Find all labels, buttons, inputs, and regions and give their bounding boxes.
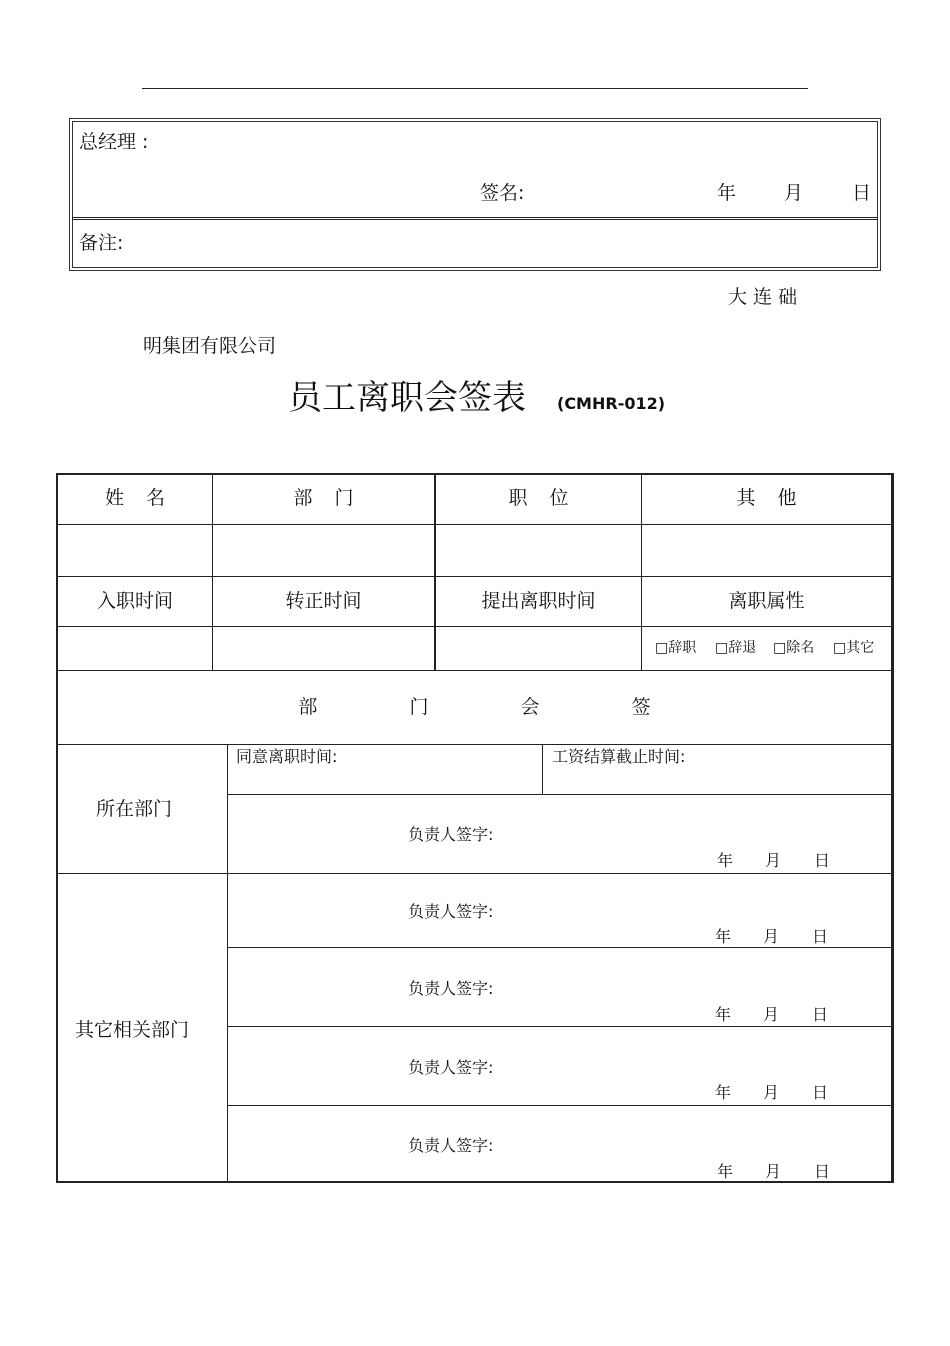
signer-label-1: 负责人签字: — [408, 825, 494, 844]
agree-time-label: 同意离职时间: — [236, 747, 338, 766]
header-resign-date: 提出离职时间 — [481, 590, 596, 612]
row-line-6 — [228, 794, 891, 795]
date-year-3: 年 — [715, 1005, 732, 1024]
checkbox-dismiss[interactable]: □辞退 — [715, 640, 757, 656]
date-day-3: 日 — [812, 1005, 829, 1024]
date-day-2: 日 — [812, 927, 829, 946]
row-line-4 — [58, 670, 891, 671]
row-line-7 — [58, 873, 891, 874]
date-year-4: 年 — [715, 1083, 732, 1102]
header-resign-type: 离职属性 — [728, 590, 805, 612]
header-hire-date: 入职时间 — [96, 590, 173, 612]
row-line-5 — [58, 744, 891, 745]
header-position: 职 位 — [508, 487, 569, 509]
signer-label-5: 负责人签字: — [408, 1136, 494, 1155]
checkbox-other[interactable]: □其它 — [833, 640, 875, 656]
date-month-2: 月 — [763, 927, 780, 946]
row-line-10 — [228, 1105, 891, 1106]
signer-label-4: 负责人签字: — [408, 1058, 494, 1077]
company-line1: 大 连 础 — [728, 286, 798, 308]
date-month-4: 月 — [763, 1083, 780, 1102]
salary-cutoff-label: 工资结算截止时间: — [552, 747, 686, 766]
date-month-1: 月 — [765, 851, 782, 870]
col-line-mid — [542, 744, 543, 794]
date-year-5: 年 — [717, 1162, 734, 1181]
date-month-3: 月 — [763, 1005, 780, 1024]
page-title: 员工离职会签表 — [288, 378, 526, 418]
main-table-right-shadow — [891, 475, 892, 1183]
gm-label: 总经理 : — [79, 131, 149, 153]
remark-label: 备注: — [79, 232, 124, 254]
row-line-8 — [228, 947, 891, 948]
gm-box-divider — [72, 217, 878, 218]
header-other: 其 他 — [736, 487, 797, 509]
date-year-2: 年 — [715, 927, 732, 946]
own-dept-label: 所在部门 — [96, 798, 173, 820]
month-label: 月 — [784, 182, 804, 204]
col-line-dept — [227, 744, 228, 1181]
checkbox-expel[interactable]: □除名 — [773, 640, 815, 656]
date-month-5: 月 — [765, 1162, 782, 1181]
checkbox-resign[interactable]: □辞职 — [655, 640, 697, 656]
signer-label-3: 负责人签字: — [408, 979, 494, 998]
other-depts-label: 其它相关部门 — [75, 1019, 190, 1041]
day-label: 日 — [852, 182, 872, 204]
date-day-4: 日 — [812, 1083, 829, 1102]
header-regular-date: 转正时间 — [285, 590, 362, 612]
header-department: 部 门 — [293, 487, 354, 509]
date-day-5: 日 — [814, 1162, 831, 1181]
header-name: 姓 名 — [104, 487, 166, 509]
gm-approval-box-inner — [72, 121, 878, 268]
company-line2: 明集团有限公司 — [143, 335, 277, 357]
gm-box-divider-2 — [72, 219, 878, 220]
signer-label-2: 负责人签字: — [408, 902, 494, 921]
top-rule — [142, 88, 808, 89]
sign-label: 签名: — [480, 182, 525, 204]
form-code: (CMHR-012) — [557, 394, 666, 413]
year-label: 年 — [717, 182, 737, 204]
row-line-2 — [58, 576, 891, 577]
row-line-9 — [228, 1026, 891, 1027]
section-title: 部 门 会 签 — [298, 696, 651, 718]
row-line-3 — [58, 626, 891, 627]
date-day-1: 日 — [814, 851, 831, 870]
row-line-1 — [58, 524, 891, 525]
date-year-1: 年 — [717, 851, 734, 870]
